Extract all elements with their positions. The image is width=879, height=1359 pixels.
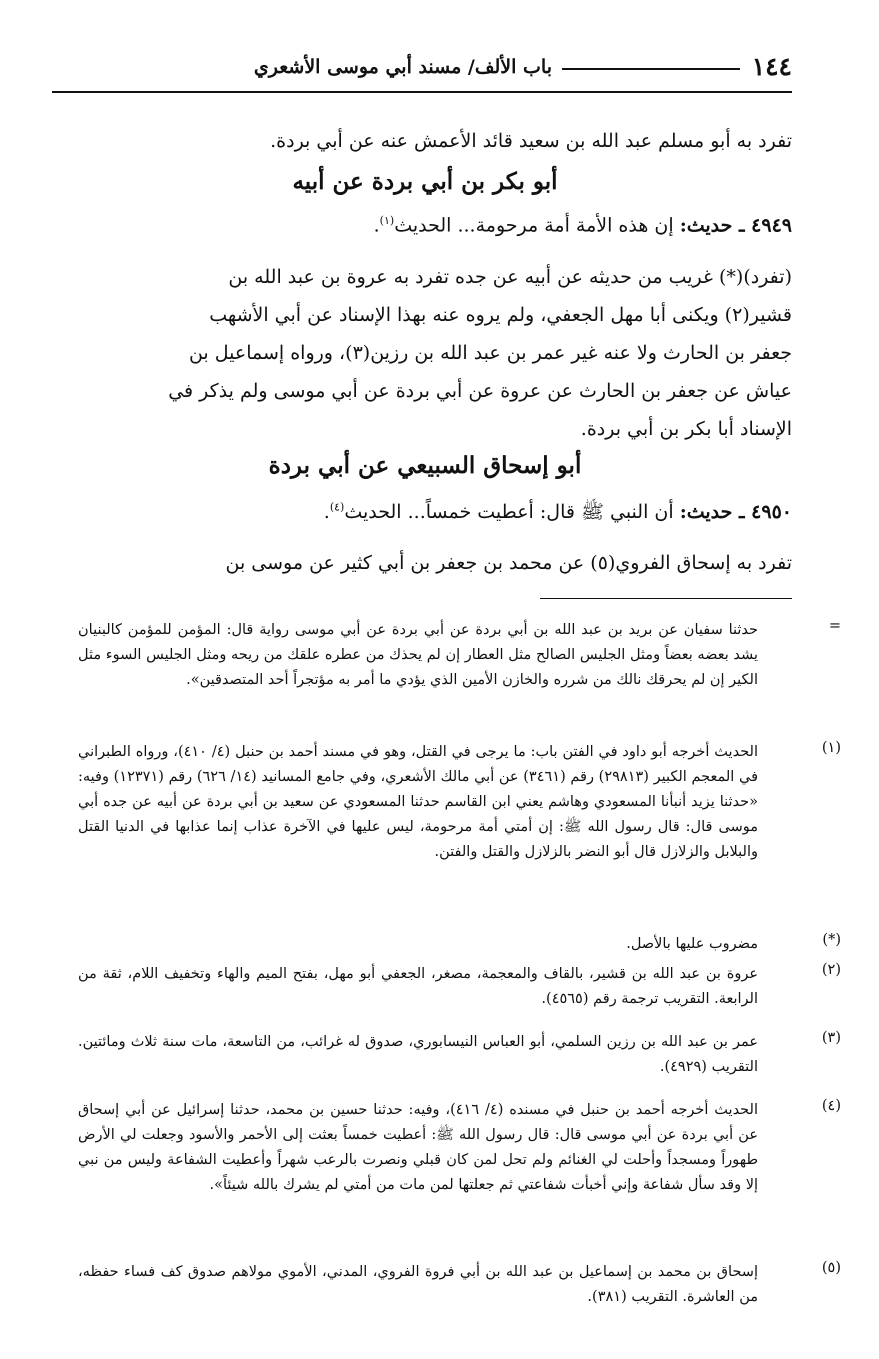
footnote-1: الحديث أخرجه أبو داود في الفتن باب: ما يرجى في القتل، وهو في مسند أحمد بن حنبل (٤/ ٤١٠)، ورواه الطبراني في المعجم الكبير (٢٩٨١٣) رقم (٣٤٦١) عن أبي مالك الأشعري، وفي جامع المسانيد (١٤/ ٦٢٦) رقم (١٢٣٧١) وفيه: «حدثنا يزيد أنبأنا المسعودي وهاشم يعني ابن القاسم حدثنا المسعودي عن سعيد بن أبي بردة عن أبيه عن جده أبي موسى قال: قال رسول الله ﷺ: إن أمتي أمة مرحومة، ليس عليها في الآخرة عذاب إنما عذابها في الدنيا القتل والبلابل والزلازل قال أبو النضر بالزلازل والقتل والفتن. bbox=[78, 744, 759, 860]
header-rule bbox=[52, 91, 792, 93]
footnote-ref: (٤) bbox=[329, 500, 345, 514]
footnote-4: الحديث أخرجه أحمد بن حنبل في مسنده (٤/ ٤١٦)، وفيه: حدثنا حسين بن محمد، حدثنا إسرائيل عن أبي إسحاق عن أبي بردة عن أبي موسى قال: قال رسول الله ﷺ: أعطيت خمساً بعثت إلى الأحمر والأسود وجعلت لي الأرض طهوراً ومسجداً وأحلت لي الغنائم ولم تحل لمن كان قبلي ونصرت بالرعب شهراً وأعطيت الشفاعة وليس من نبي إلا وقد سأل شفاعة وإني أخبأت شفاعتي ثم جعلتها لمن مات من أمتي لم يشرك بالله شيئاً». bbox=[78, 1102, 758, 1193]
intro-line: تفرد به أبو مسلم عبد الله بن سعيد قائد الأعمش عنه عن أبي بردة. bbox=[270, 130, 792, 152]
section-heading-abu-bakr: أبو بكر بن أبي بردة عن أبيه bbox=[292, 168, 558, 195]
paragraph-line: قشير(٢) ويكنى أبا مهل الجعفي، ولم يروه عنه بهذا الإسناد عن أبي الأشهب bbox=[209, 304, 792, 326]
footnote-label: (*) bbox=[822, 932, 841, 948]
paragraph-line: جعفر بن الحارث ولا عنه غير عمر بن عبد الله بن رزين(٣)، ورواه إسماعيل بن bbox=[188, 342, 792, 364]
footnote-5: إسحاق بن محمد بن إسماعيل بن عبد الله بن أبي فروة الفروي، المدني، الأموي مولاهم صدوق كف فساء حفظه، من العاشرة. التقريب (٣٨١). bbox=[78, 1264, 758, 1305]
footnote-label: (٤) bbox=[821, 1098, 841, 1114]
footnote-label: = bbox=[828, 618, 841, 634]
section-heading-abu-ishaq: أبو إسحاق السبيعي عن أبي بردة bbox=[268, 452, 582, 479]
footnote-star: مضروب عليها بالأصل. bbox=[626, 936, 758, 952]
footnote-label: (١) bbox=[821, 740, 841, 756]
hadith-number: ٤٩٤٩ ـ حديث: bbox=[679, 214, 792, 237]
footnote-label: (٢) bbox=[821, 962, 841, 978]
hadith-number: ٤٩٥٠ ـ حديث: bbox=[679, 501, 792, 523]
footnote-ref: (١) bbox=[379, 214, 395, 227]
hadith-4950: ٤٩٥٠ ـ حديث: أن النبي ﷺ قال: أعطيت خمساً... الحديث$^{(٤)}$. bbox=[323, 500, 792, 523]
page-number: ١٤٤ bbox=[751, 52, 792, 81]
footnote-label: (٥) bbox=[821, 1260, 841, 1276]
footnote-separator bbox=[540, 598, 792, 599]
footnote-label: (٣) bbox=[821, 1030, 841, 1046]
hadith-4949: ٤٩٤٩ ـ حديث: إن هذه الأمة أمة مرحومة... الحديث$^{(١)}$. bbox=[373, 214, 792, 237]
hadith-text: إن هذه الأمة أمة مرحومة... الحديث bbox=[394, 214, 674, 237]
paragraph-line: (تفرد)(*) غريب من حديثه عن أبيه عن جده تفرد به عروة بن عبد الله بن bbox=[228, 266, 792, 288]
paragraph-line: عياش عن جعفر بن الحارث عن عروة عن أبي بردة عن أبي موسى ولم يذكر في bbox=[168, 380, 792, 402]
running-title: باب الألف/ مسند أبي موسى الأشعري bbox=[253, 56, 552, 78]
footnote-3: عمر بن عبد الله بن رزين السلمي، أبو العباس النيسابوري، صدوق له غرائب، من التاسعة، مات سنة ثلاث ومائتين. التقريب (٤٩٢٩). bbox=[78, 1034, 758, 1075]
paragraph-line: تفرد به إسحاق الفروي(٥) عن محمد بن جعفر بن أبي كثير عن موسى بن bbox=[225, 552, 792, 574]
page-header bbox=[52, 42, 792, 94]
footnote-continued: حدثنا سفيان عن بريد بن عبد الله بن أبي بردة عن أبي بردة عن أبي موسى رواية قال: المؤمن للمؤمن كالبنيان يشد بعضه بعضاً ومثل الجليس الصالح مثل العطار إن لم يحذك من عطره علقك من ريحه ومثل الجليس السوء مثل الكير إن لم يحرقك نالك من شرره والخازن الأمين الذي يؤدي ما أمر به مؤتجراً أحد المتصدقين». bbox=[78, 622, 758, 688]
header-dash bbox=[562, 68, 740, 70]
hadith-text: أن النبي ﷺ قال: أعطيت خمساً... الحديث bbox=[344, 501, 674, 523]
paragraph-line: الإسناد أبا بكر بن أبي بردة. bbox=[580, 418, 792, 440]
footnote-2: عروة بن عبد الله بن قشير، بالقاف والمعجمة، مصغر، الجعفي أبو مهل، بفتح الميم والهاء وتخفيف اللام، ثقة من الرابعة. التقريب ترجمة رقم (٤٥٦٥). bbox=[78, 966, 758, 1007]
